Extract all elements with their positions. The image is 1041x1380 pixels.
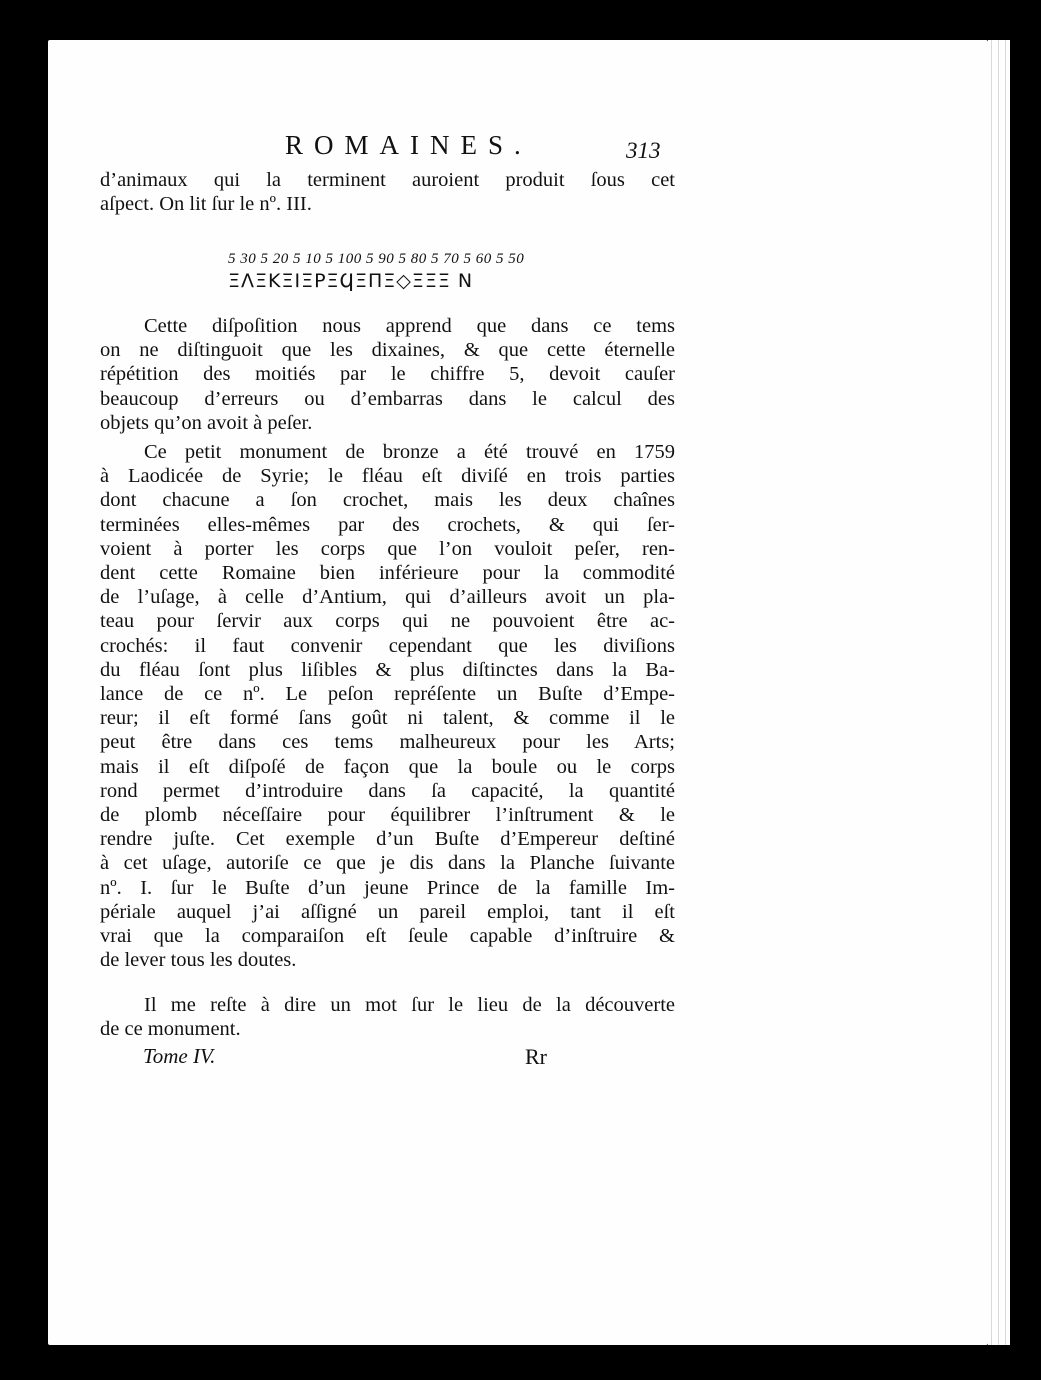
text-line: dont chacune a ſon crochet, mais les deux chaînes bbox=[100, 489, 675, 512]
paragraph-1 bbox=[100, 314, 675, 435]
text-line: rendre juſte. Cet exemple d’un Buſte d’Empereur deſtiné bbox=[100, 828, 675, 851]
text-line: reur; il eſt formé ſans goût ni talent, & comme il le bbox=[100, 707, 675, 730]
inscription-letters: ΞΛΞΚΞΙΞΡΞϤΞΠΞ◇ΞΞΞ N bbox=[228, 270, 474, 292]
text-line: teau pour ſervir aux corps qui ne pouvoient être ac- bbox=[100, 610, 675, 633]
text-line: voient à porter les corps que l’on vouloit peſer, ren- bbox=[100, 537, 675, 560]
text-line: beaucoup d’erreurs ou d’embarras dans le calcul des bbox=[100, 387, 675, 410]
text-line: nº. I. ſur le Buſte d’un jeune Prince de la famille Im- bbox=[100, 876, 675, 899]
text-line: de lever tous les doutes. bbox=[100, 949, 297, 972]
inscription-numbers: 5 30 5 20 5 10 5 100 5 90 5 80 5 70 5 60 5 50 bbox=[228, 251, 525, 267]
paragraph-2 bbox=[100, 440, 675, 972]
text-line: on ne diſtinguoit que les dixaines, & que cette éternelle bbox=[100, 339, 675, 362]
signature-mark: Rr bbox=[525, 1044, 547, 1069]
text-line: à cet uſage, autoriſe ce que je dis dans la Planche ſuivante bbox=[100, 852, 675, 875]
text-line: crochés: il faut convenir cependant que les diviſions bbox=[100, 634, 675, 657]
text-line: Ce petit monument de bronze a été trouvé en 1759 bbox=[144, 441, 675, 463]
page-edge bbox=[988, 40, 1010, 1345]
volume-label: Tome IV. bbox=[143, 1044, 216, 1068]
text-line: aſpect. On lit ſur le nº. III. bbox=[100, 193, 312, 216]
text-line: périale auquel j’ai aſſigné un pareil emploi, tant il eſt bbox=[100, 900, 675, 923]
text-line: d’animaux qui la terminent auroient produit ſous cet bbox=[100, 169, 675, 191]
text-line: mais il eſt diſpoſé de façon que la boule ou le corps bbox=[100, 755, 675, 778]
intro-text bbox=[100, 168, 675, 216]
text-line: répétition des moitiés par le chiffre 5, devoit cauſer bbox=[100, 363, 675, 386]
text-line: Cette diſpoſition nous apprend que dans ce tems bbox=[144, 315, 675, 337]
text-line: de l’uſage, à celle d’Antium, qui d’ailleurs avoit un pla- bbox=[100, 586, 675, 609]
paragraph-3 bbox=[100, 993, 675, 1041]
text-line: de ce monument. bbox=[100, 1018, 241, 1041]
text-line: du fléau ſont plus liſibles & plus diſtinctes dans la Ba- bbox=[100, 658, 675, 681]
scale-inscription bbox=[228, 248, 563, 292]
text-line: rond permet d’introduire dans ſa capacité, la quantité bbox=[100, 779, 675, 802]
page-number: 313 bbox=[626, 138, 661, 163]
text-line: peut être dans ces tems malheureux pour les Arts; bbox=[100, 731, 675, 754]
text-line: lance de ce nº. Le peſon repréſente un Buſte d’Empe- bbox=[100, 683, 675, 706]
text-line: dent cette Romaine bien inférieure pour la commodité bbox=[100, 562, 675, 585]
text-line: à Laodicée de Syrie; le fléau eſt diviſé en trois parties bbox=[100, 465, 675, 488]
text-line: objets qu’on avoit à peſer. bbox=[100, 411, 313, 434]
text-line: terminées elles-mêmes par des crochets, & qui ſer- bbox=[100, 513, 675, 536]
running-title: ROMAINES. bbox=[285, 130, 532, 160]
text-line: Il me reſte à dire un mot ſur le lieu de la découverte bbox=[144, 994, 675, 1016]
text-line: de plomb néceſſaire pour équilibrer l’inſtrument & le bbox=[100, 804, 675, 827]
text-line: vrai que la comparaiſon eſt ſeule capable d’inſtruire & bbox=[100, 925, 675, 948]
